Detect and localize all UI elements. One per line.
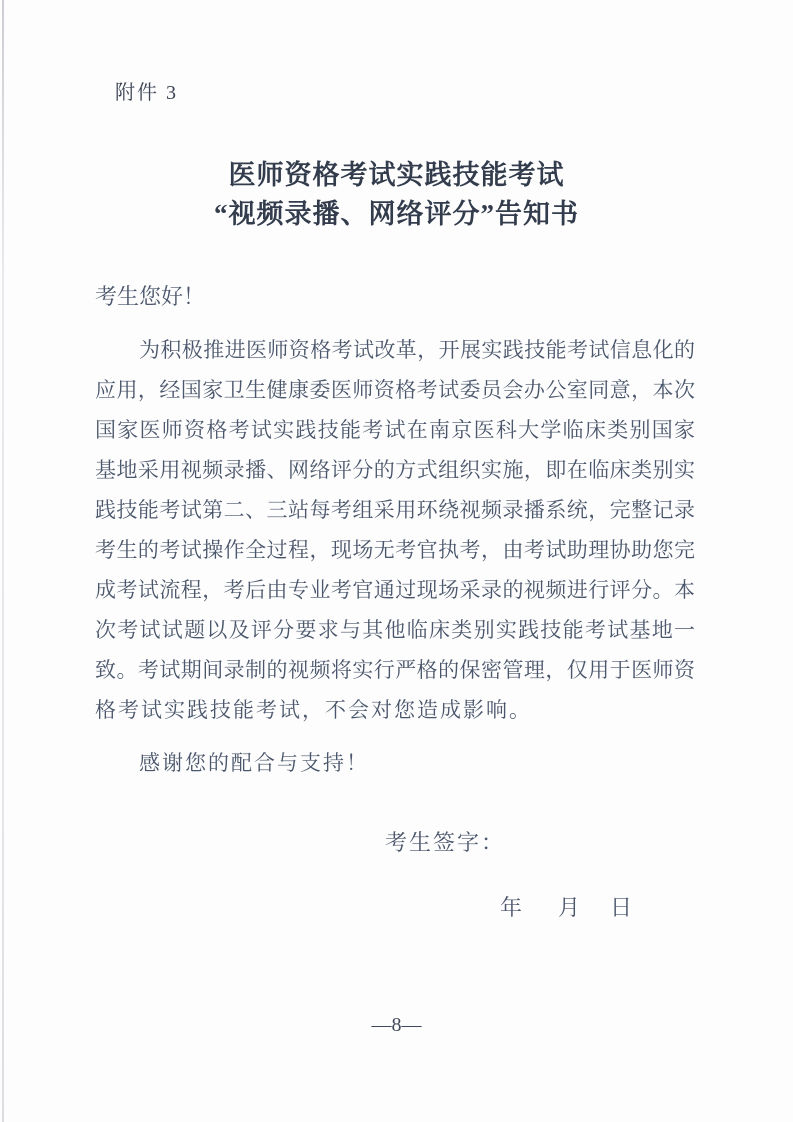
body-paragraph (95, 330, 695, 730)
paragraph-line: 成考试流程，考后由专业考官通过现场采录的视频进行评分。本 (95, 578, 695, 602)
paragraph-line: 基地采用视频录播、网络评分的方式组织实施，即在临床类别实 (95, 458, 695, 482)
paragraph-line: 践技能考试第二、三站每考组采用环绕视频录播系统，完整记录 (95, 498, 695, 522)
page-number: —8— (371, 1014, 422, 1036)
title-line-1: 医师资格考试实践技能考试 (228, 160, 565, 190)
paragraph-line: 应用，经国家卫生健康委医师资格考试委员会办公室同意，本次 (95, 378, 695, 402)
date-month: 月 (558, 895, 581, 920)
paragraph-line: 国家医师资格考试实践技能考试在南京医科大学临床类别国家 (95, 418, 695, 442)
paragraph-line: 致。考试期间录制的视频将实行严格的保密管理，仅用于医师资 (95, 658, 695, 682)
date-day: 日 (610, 895, 633, 920)
title-line-2: “视频录播、网络评分”告知书 (214, 199, 579, 229)
paragraph-line: 为积极推进医师资格考试改革，开展实践技能考试信息化的 (139, 338, 695, 362)
paragraph-line: 考生的考试操作全过程，现场无考官执考，由考试助理协助您完 (95, 538, 695, 562)
thanks-line: 感谢您的配合与支持！ (139, 751, 369, 775)
paragraph-line: 格考试实践技能考试，不会对您造成影响。 (95, 698, 532, 722)
attachment-label: 附件 3 (115, 82, 178, 104)
date-line (500, 891, 632, 922)
paragraph-line: 次考试试题以及评分要求与其他临床类别实践技能考试基地一 (95, 618, 695, 642)
date-year: 年 (500, 895, 523, 920)
salutation: 考生您好！ (95, 284, 206, 309)
document-title (0, 156, 793, 234)
signature-label: 考生签字： (385, 830, 506, 855)
